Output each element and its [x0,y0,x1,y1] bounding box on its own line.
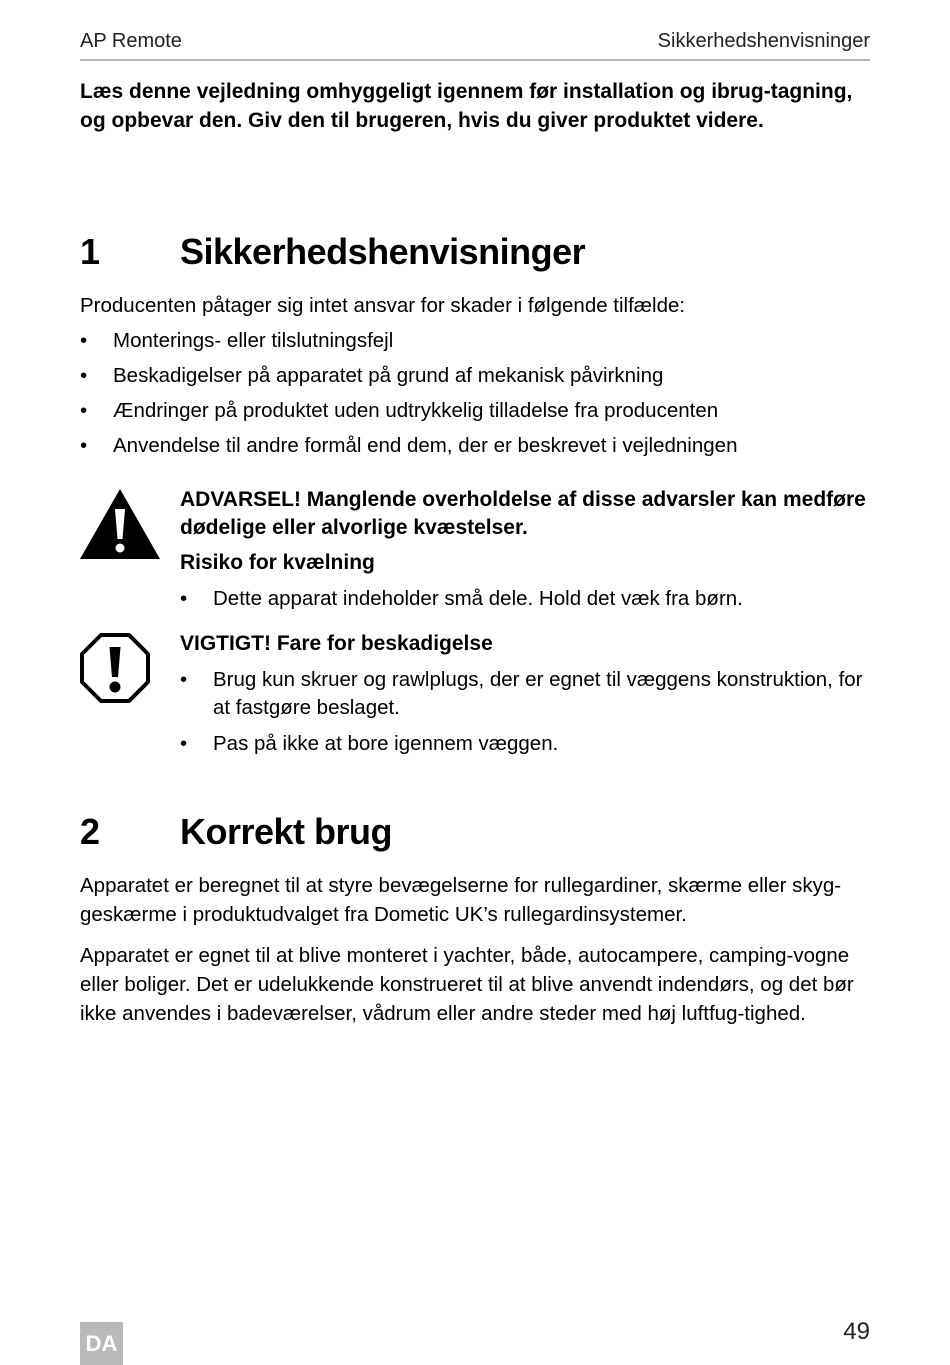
list-item-text: Beskadigelser på apparatet på grund af mekanisk påvirkning [113,364,664,387]
list-item-text: Dette apparat indeholder små dele. Hold det væk fra børn. [213,587,743,610]
section-2-title: Korrekt brug [180,811,393,852]
bullet: • [180,668,188,691]
section-1-number: 1 [80,231,100,272]
section-2-heading [80,811,870,855]
bullet: • [180,587,188,610]
header-section-name: Sikkerhedshenvisninger [657,30,870,52]
warning-list [180,585,870,621]
warning-heading: ADVARSEL! Manglende overholdelse af disse advarsler kan medføre dødelige eller alvorlige kvæstelser. [180,488,866,539]
list-item [80,396,870,425]
section-2-number: 2 [80,811,100,852]
section-1-heading [80,231,870,275]
bullet: • [80,364,88,387]
bullet: • [80,434,88,457]
list-item [80,431,870,460]
warning-triangle-icon [79,488,161,560]
list-item-text: Pas på ikke at bore igennem væggen. [213,732,559,755]
list-item-text: Monterings- eller tilslutningsfejl [113,329,394,352]
list-item [80,361,870,390]
bullet: • [180,732,188,755]
liability-list [80,326,870,466]
notice-list [180,666,870,766]
section-1-title: Sikkerhedshenvisninger [180,231,586,272]
language-badge: DA [80,1322,123,1365]
list-item [180,730,870,758]
list-item-text: Anvendelse til andre formål end dem, der er beskrevet i vejledningen [113,434,738,457]
section-2-paragraph-1: Apparatet er beregnet til at styre bevægelserne for rullegardiner, skærme eller skyg-geskærme i produktudvalget fra Dometic UK’s rullegardinsystemer. [80,874,842,926]
list-item [180,585,870,613]
intro-notice: Læs denne vejledning omhyggeligt igennem før installation og ibrug-tagning, og opbevar den. Giv den til brugeren, hvis du giver produktet videre. [80,80,853,132]
section-2-paragraph-2: Apparatet er egnet til at blive monteret i yachter, både, autocampere, camping-vogne eller boliger. Det er udelukkende konstrueret til at blive anvendt indendørs, og det bør ikke anvendes i badeværelser, vådrum eller andre steder med høj luftfug-tighed. [80,944,854,1025]
bullet: • [80,329,88,352]
notice-octagon-icon [79,632,151,704]
section-1-lead: Producenten påtager sig intet ansvar for skader i følgende tilfælde: [80,294,686,317]
list-item [80,326,870,355]
list-item-text: Brug kun skruer og rawlplugs, der er egnet til væggens konstruktion, for at fastgøre beslaget. [213,668,863,719]
list-item [180,666,870,722]
header-divider [80,59,870,61]
page-number: 49 [843,1318,870,1345]
bullet: • [80,399,88,422]
notice-heading: VIGTIGT! Fare for beskadigelse [180,632,493,655]
header-product-name: AP Remote [80,30,182,52]
list-item-text: Ændringer på produktet uden udtrykkelig tilladelse fra producenten [113,399,719,422]
warning-subheading: Risiko for kvælning [180,551,375,574]
